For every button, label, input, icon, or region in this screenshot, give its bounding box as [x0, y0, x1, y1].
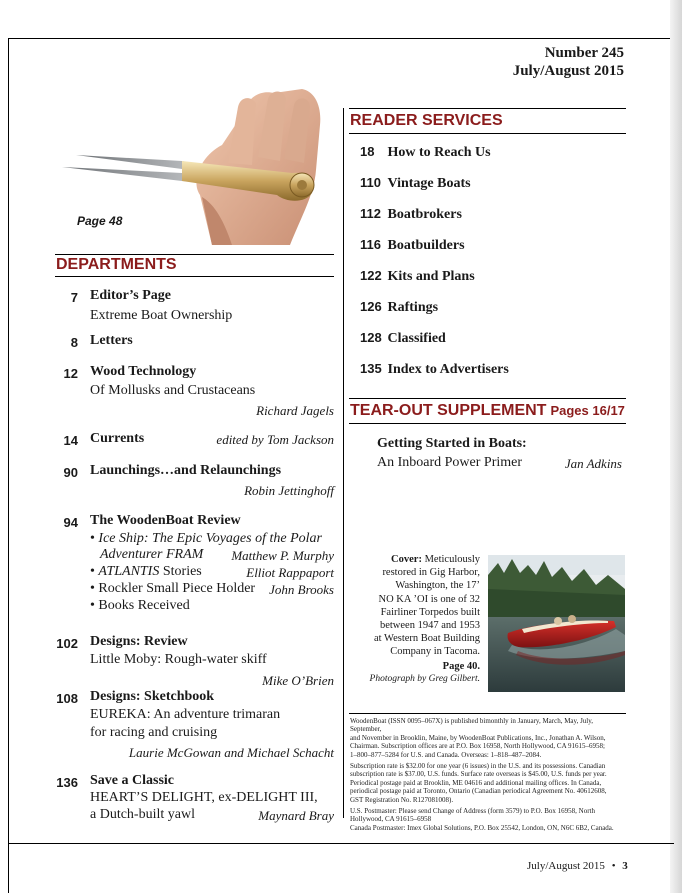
page-number: 135 — [360, 361, 382, 376]
rs-item-index-to-advertisers[interactable] — [360, 361, 509, 378]
rs-item-how-to-reach-us[interactable] — [360, 144, 491, 161]
rs-label: Boatbrokers — [387, 207, 462, 222]
cover-label: Cover: — [391, 554, 422, 565]
cover-line: between 1947 and 1953 — [379, 620, 480, 632]
fine-line: subscription rate is $37.00, U.S. funds. Surface rate overseas is $45.00, U.S. funds per year. — [350, 770, 607, 779]
item-subtitle-2: for racing and cruising — [90, 725, 218, 740]
rs-label: Raftings — [387, 300, 439, 315]
item-title: The WoodenBoat Review — [90, 513, 241, 528]
item-author: Richard Jagels — [256, 403, 334, 418]
rs-label: Vintage Boats — [387, 176, 471, 191]
item-author: edited by Tom Jackson — [216, 432, 334, 447]
page-number: 108 — [56, 691, 78, 706]
page-number: 7 — [70, 290, 78, 305]
item-author: Laurie McGowan and Michael Schacht — [128, 745, 334, 760]
tearout-subtitle: An Inboard Power Primer — [377, 455, 523, 470]
fine-line: Subscription rate is $32.00 for one year (6 issues) in the U.S. and its possessions. Canadian — [350, 762, 606, 771]
bullet-text: Stories — [159, 564, 202, 579]
top-rule — [8, 38, 674, 39]
fine-line: Hollywood, CA 91615–6958 — [350, 815, 432, 824]
cover-line: restored in Gig Harbor, — [382, 567, 480, 579]
tearout-heading — [350, 402, 625, 420]
rs-item-raftings[interactable] — [360, 299, 438, 316]
page-number: 12 — [63, 366, 78, 381]
bullet-author: Matthew P. Murphy — [231, 548, 334, 563]
rs-label: Index to Advertisers — [387, 362, 509, 377]
review-bullet[interactable] — [90, 598, 190, 614]
review-bullet[interactable] — [90, 564, 202, 580]
bullet-icon: • — [90, 564, 95, 579]
bullet-text-italic: ATLANTIS — [98, 564, 160, 579]
page-number: 110 — [360, 175, 381, 190]
item-title: Designs: Review — [90, 634, 188, 649]
rs-item-kits-and-plans[interactable] — [360, 268, 475, 285]
item-title: Save a Classic — [90, 773, 174, 788]
footer-bullet: • — [611, 860, 616, 872]
reader-services-rule — [349, 133, 626, 134]
item-subtitle: Of Mollusks and Crustaceans — [90, 383, 256, 398]
item-author: Maynard Bray — [258, 808, 334, 823]
page-number: 112 — [360, 206, 381, 221]
review-bullet[interactable] — [90, 531, 334, 547]
postmaster-info — [350, 807, 626, 832]
item-title: Letters — [90, 333, 133, 348]
page-number: 116 — [360, 237, 381, 252]
item-title: Currents — [90, 431, 145, 446]
item-subtitle: Little Moby: Rough-water skiff — [90, 652, 267, 667]
item-subtitle: Extreme Boat Ownership — [90, 308, 233, 323]
item-title: Designs: Sketchbook — [90, 689, 215, 704]
tearout-item[interactable] — [377, 436, 622, 471]
page-footer — [527, 860, 628, 872]
item-subtitle-2: a Dutch-built yawl — [90, 807, 195, 822]
fine-line: Canada Postmaster: Imex Global Solutions, P.O. Box 25542, London, ON, N6C 6B2, Canada. — [350, 823, 614, 832]
reader-services-heading: READER SERVICES — [350, 112, 503, 129]
rs-item-vintage-boats[interactable] — [360, 175, 471, 192]
cover-credit: Photograph by Greg Gilbert. — [369, 673, 480, 684]
footer-date: July/August 2015 — [527, 860, 605, 872]
cover-boat-photo[interactable] — [488, 555, 625, 692]
page-number: 94 — [63, 515, 78, 530]
bullet-icon: • — [90, 581, 95, 596]
page-number: 8 — [70, 335, 78, 350]
bullet-icon: • — [90, 598, 95, 613]
item-subtitle: HEART’S DELIGHT, ex-DELIGHT III, — [90, 790, 318, 805]
fine-line: periodical postage paid at Toronto, Ontario (Canadian periodical Agreement No. 40612608, — [350, 787, 607, 796]
bullet-text: Books Received — [98, 598, 190, 613]
cover-line: Washington, the 17’ — [395, 580, 480, 592]
fine-line: Chairman. Subscription offices are at P.O. Box 16958, North Hollywood, CA 91615–6958; — [350, 742, 605, 751]
fine-line: Periodical postage paid at Brooklin, ME 04616 and additional mailing offices. In Canada, — [350, 778, 602, 787]
rs-item-boatbrokers[interactable] — [360, 206, 462, 223]
item-author: Mike O’Brien — [262, 673, 334, 688]
review-bullet-cont — [100, 547, 203, 563]
item-subtitle: EUREKA: An adventure trimaran — [90, 707, 281, 722]
fine-print-rule — [349, 713, 626, 714]
bullet-icon: • — [90, 531, 95, 546]
cover-caption — [358, 553, 480, 686]
departments-top-rule — [55, 254, 334, 255]
bullet-author: John Brooks — [269, 582, 334, 597]
issue-number: Number 245 — [544, 45, 624, 61]
item-author: Robin Jettinghoff — [244, 483, 334, 498]
tearout-author: Jan Adkins — [564, 456, 622, 471]
item-title: Editor’s Page — [90, 288, 171, 303]
item-title: Wood Technology — [90, 364, 197, 379]
tearout-top-rule — [349, 398, 626, 399]
page-number: 14 — [63, 433, 78, 448]
bullet-text: Rockler Small Piece Holder — [98, 581, 256, 596]
issue-info — [513, 44, 624, 80]
bottom-rule — [8, 843, 674, 844]
rs-label: Kits and Plans — [387, 269, 475, 284]
rs-item-classified[interactable] — [360, 330, 446, 347]
page-number: 102 — [56, 636, 78, 651]
cover-line: Fairliner Torpedos built — [380, 606, 480, 618]
departments-heading: DEPARTMENTS — [56, 256, 177, 273]
page-number: 122 — [360, 268, 382, 283]
fine-line: and November in Brooklin, Maine, by WoodenBoat Publications, Inc., Jonathan A. Wilson, — [350, 733, 606, 742]
cover-line: at Western Boat Building — [374, 633, 480, 645]
page-number: 128 — [360, 330, 382, 345]
rs-item-boatbuilders[interactable] — [360, 237, 465, 254]
departments-rule — [55, 276, 334, 277]
footer-page-number: 3 — [622, 860, 628, 872]
cover-line: Company in Tacoma. — [390, 646, 480, 658]
tearout-rule — [349, 423, 626, 424]
page-number: 126 — [360, 299, 382, 314]
tearout-title: Getting Started in Boats: — [377, 436, 527, 451]
subscription-info — [350, 762, 626, 804]
publication-info — [350, 717, 626, 759]
fine-print — [350, 717, 626, 832]
page-number: 18 — [360, 144, 375, 159]
page-number: 136 — [56, 775, 78, 790]
bullet-author: Elliot Rappaport — [246, 565, 334, 580]
page-number: 90 — [63, 465, 78, 480]
column-divider — [343, 108, 344, 818]
tearout-heading-text: TEAR-OUT SUPPLEMENT — [350, 402, 547, 419]
reader-services-top-rule — [349, 108, 626, 109]
bullet-text: Ice Ship: The Epic Voyages of the Polar — [98, 531, 322, 546]
fine-line: U.S. Postmaster: Please send Change of Address (form 3579) to P.O. Box 16958, North — [350, 807, 595, 816]
item-title: Launchings…and Relaunchings — [90, 463, 282, 478]
rs-label: How to Reach Us — [387, 145, 491, 160]
issue-date: July/August 2015 — [512, 63, 624, 79]
cover-page: Page 40. — [442, 660, 480, 672]
photo-caption: Page 48 — [77, 214, 123, 228]
tearout-pages: Pages 16/17 — [550, 403, 625, 418]
fine-line: GST Registration No. R127081008). — [350, 795, 454, 804]
rs-label: Boatbuilders — [387, 238, 465, 253]
left-rule — [8, 38, 9, 893]
cover-line: NO KA ’OI is one of 32 — [378, 593, 480, 605]
rs-label: Classified — [387, 331, 446, 346]
cover-line: Meticulously — [424, 554, 480, 565]
review-bullet[interactable] — [90, 581, 255, 597]
fine-line: WoodenBoat (ISSN 0095–067X) is published bimonthly in January, March, May, July, September, — [350, 717, 594, 734]
bullet-text-cont: Adventurer FRAM — [100, 547, 204, 562]
fine-line: 1–800–877–5284 for U.S. and Canada. Overseas: 1–818–487–2084. — [350, 750, 542, 759]
page-edge-shadow — [670, 0, 682, 893]
